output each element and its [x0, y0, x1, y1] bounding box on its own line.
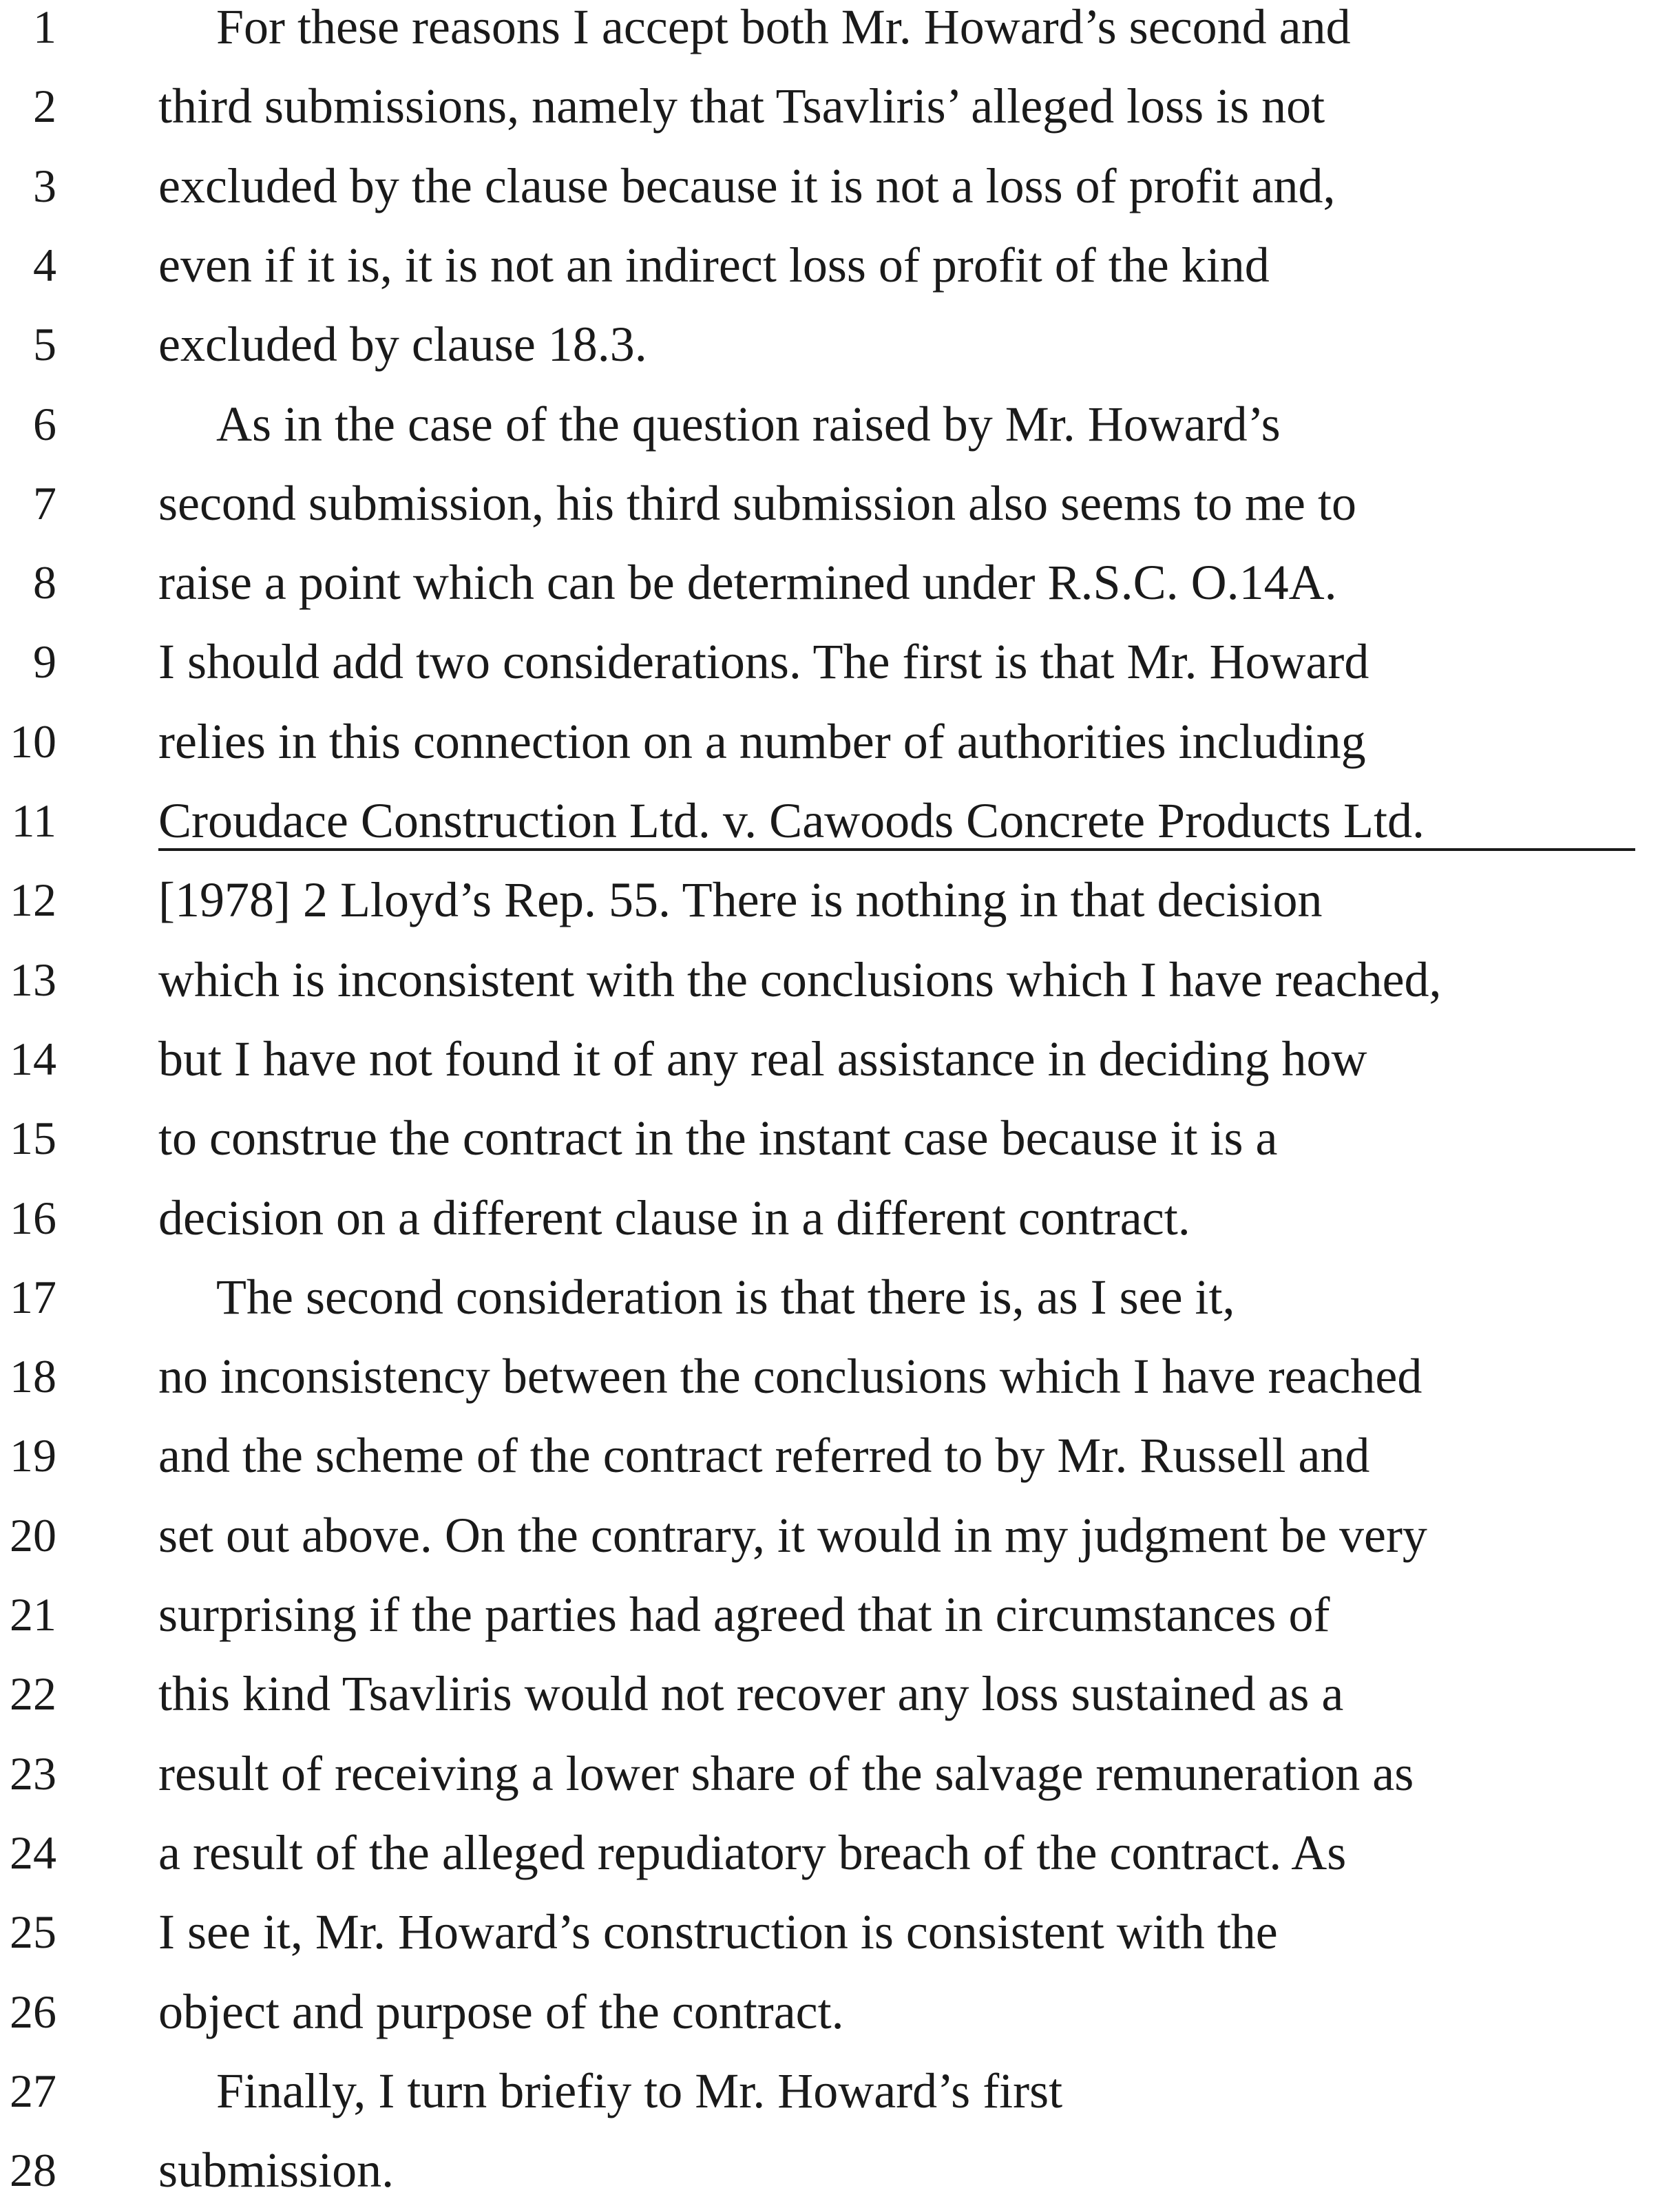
- document-line: [0, 1813, 1680, 1893]
- line-text: Finally, I turn briefiy to Mr. Howard’s first: [216, 2063, 1063, 2118]
- line-number: 17: [10, 1271, 56, 1323]
- line-number: 10: [10, 715, 56, 768]
- document-line: [0, 622, 1680, 702]
- document-line: [0, 1893, 1680, 1972]
- line-text: result of receiving a lower share of the salvage remuneration as: [158, 1746, 1414, 1801]
- document-line: [0, 1972, 1680, 2052]
- line-text: which is inconsistent with the conclusions which I have reached,: [158, 952, 1442, 1007]
- line-text: The second consideration is that there is, as I see it,: [216, 1270, 1235, 1325]
- document-line: [0, 702, 1680, 781]
- line-number: 2: [33, 80, 56, 132]
- document-line: [0, 1020, 1680, 1099]
- document-line: [0, 1734, 1680, 1813]
- line-text: I see it, Mr. Howard’s construction is consistent with the: [158, 1904, 1278, 1959]
- document-line: [0, 67, 1680, 146]
- document-line: [0, 861, 1680, 940]
- document-line: [0, 1179, 1680, 1258]
- line-number: 7: [33, 477, 56, 529]
- line-number: 5: [33, 318, 56, 370]
- line-text: and the scheme of the contract referred to by Mr. Russell and: [158, 1428, 1370, 1483]
- line-text: but I have not found it of any real assistance in deciding how: [158, 1031, 1367, 1086]
- document-line: [0, 781, 1680, 861]
- line-number: 1: [33, 1, 56, 53]
- line-text: third submissions, namely that Tsavliris’ alleged loss is not: [158, 78, 1325, 134]
- document-line: [0, 1337, 1680, 1416]
- line-text: decision on a different clause in a different contract.: [158, 1190, 1190, 1245]
- line-number: 24: [10, 1827, 56, 1879]
- line-text: raise a point which can be determined under R.S.C. O.14A.: [158, 555, 1337, 610]
- line-number: 15: [10, 1112, 56, 1164]
- document-line: [0, 940, 1680, 1020]
- document-line: [0, 1099, 1680, 1178]
- line-text: excluded by clause 18.3.: [158, 317, 647, 372]
- line-number: 11: [11, 794, 56, 847]
- line-number: 13: [10, 954, 56, 1006]
- line-number: 16: [10, 1192, 56, 1244]
- line-number: 22: [10, 1667, 56, 1720]
- document-line: [0, 226, 1680, 305]
- line-text: a result of the alleged repudiatory breach of the contract. As: [158, 1825, 1347, 1880]
- line-number: 3: [33, 160, 56, 212]
- line-number: 4: [33, 239, 56, 291]
- line-number: 20: [10, 1509, 56, 1561]
- document-line: [0, 1258, 1680, 1337]
- line-text: relies in this connection on a number of authorities including: [158, 714, 1366, 769]
- line-text: this kind Tsavliris would not recover any loss sustained as a: [158, 1666, 1344, 1721]
- line-text: object and purpose of the contract.: [158, 1984, 844, 2039]
- document-line: [0, 147, 1680, 226]
- document-line: [0, 1496, 1680, 1575]
- document-line: [0, 1654, 1680, 1734]
- line-text: I should add two considerations. The first is that Mr. Howard: [158, 634, 1369, 689]
- line-text: to construe the contract in the instant case because it is a: [158, 1111, 1278, 1166]
- line-number: 23: [10, 1747, 56, 1800]
- line-text: For these reasons I accept both Mr. Howard’s second and: [216, 0, 1351, 54]
- document-line: [0, 385, 1680, 464]
- line-number: 21: [10, 1588, 56, 1641]
- line-number: 19: [10, 1429, 56, 1482]
- line-number: 9: [33, 635, 56, 688]
- line-text: Croudace Construction Ltd. v. Cawoods Concrete Products Ltd.: [158, 793, 1425, 848]
- line-number: 26: [10, 1986, 56, 2038]
- line-number: 14: [10, 1033, 56, 1085]
- line-text: set out above. On the contrary, it would in my judgment be very: [158, 1508, 1427, 1563]
- line-text: even if it is, it is not an indirect loss of profit of the kind: [158, 238, 1270, 293]
- line-number: 12: [10, 874, 56, 926]
- document-line: [0, 1575, 1680, 1654]
- line-text: As in the case of the question raised by Mr. Howard’s: [216, 397, 1281, 452]
- line-number: 25: [10, 1906, 56, 1958]
- line-number: 18: [10, 1350, 56, 1402]
- line-text: surprising if the parties had agreed that in circumstances of: [158, 1587, 1330, 1642]
- line-number: 8: [33, 556, 56, 609]
- line-number: 6: [33, 398, 56, 450]
- document-line: [0, 2131, 1680, 2210]
- line-text: second submission, his third submission also seems to me to: [158, 476, 1356, 531]
- line-number: 28: [10, 2144, 56, 2196]
- line-number: 27: [10, 2065, 56, 2117]
- line-text: excluded by the clause because it is not a loss of profit and,: [158, 158, 1336, 213]
- document-line: [0, 543, 1680, 622]
- document-line: [0, 2052, 1680, 2131]
- document-line: [0, 0, 1680, 67]
- line-text: no inconsistency between the conclusions which I have reached: [158, 1349, 1422, 1404]
- line-text: [1978] 2 Lloyd’s Rep. 55. There is nothing in that decision: [158, 872, 1323, 927]
- line-text: submission.: [158, 2143, 395, 2198]
- document-line: [0, 1416, 1680, 1495]
- document-line: [0, 305, 1680, 384]
- document-line: [0, 464, 1680, 543]
